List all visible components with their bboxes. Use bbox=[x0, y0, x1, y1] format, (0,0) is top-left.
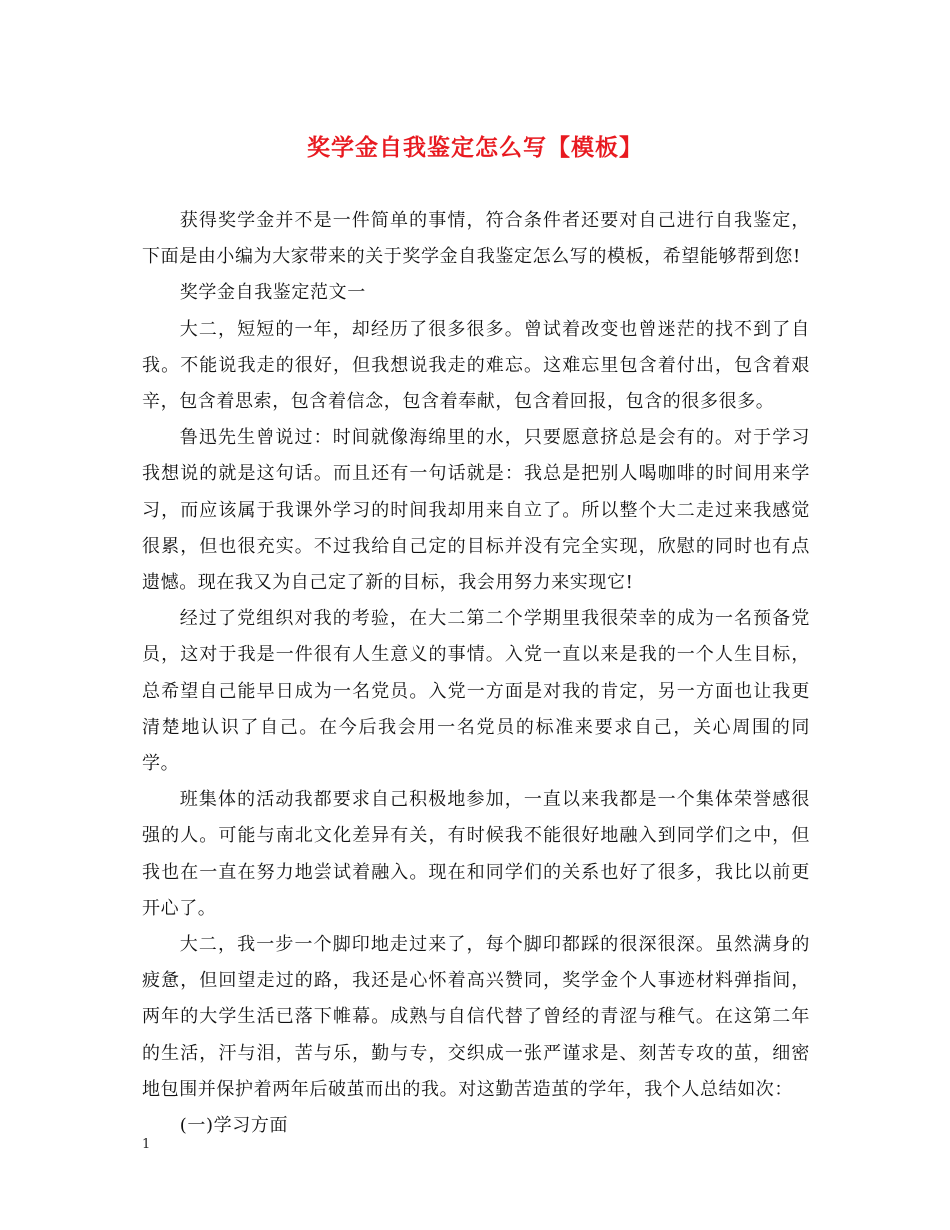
paragraph-heading-sample-one: 奖学金自我鉴定范文一 bbox=[179, 282, 366, 304]
paragraph-summary: 大二，我一步一个脚印地走过来了，每个脚印都踩的很深很深。虽然满身的疲惫，但回望走过的路，我还是心怀着高兴赞同，奖学金个人事迹材料弹指间，两年的大学生活已落下帷幕。成熟与自信代替了曾经的青涩与稚气。在这第二年的生活，汗与泪，苦与乐，勤与专，交织成一张严谨求是、刻苦专攻的茧，细密地包围并保护着两年后破茧而出的我。对这勤苦造茧的学年，我个人总结如次： bbox=[142, 934, 810, 1100]
paragraph-class-activities: 班集体的活动我都要求自己积极地参加，一直以来我都是一个集体荣誉感很强的人。可能与南北文化差异有关，有时候我不能很好地融入到同学们之中，但我也在一直在努力地尝试着融入。现在和同学们的关系也好了很多，我比以前更开心了。 bbox=[142, 789, 810, 919]
paragraph-sophomore-year: 大二，短短的一年，却经历了很多很多。曾试着改变也曾迷茫的找不到了自我。不能说我走的很好，但我想说我走的难忘。这难忘里包含着付出，包含着艰辛，包含着思索，包含着信念，包含着奉献，包含着回报，包含的很多很多。 bbox=[142, 318, 810, 413]
paragraph-study-section-heading: (一)学习方面 bbox=[179, 1115, 289, 1137]
paragraph-lu-xun-quote: 鲁迅先生曾说过：时间就像海绵里的水，只要愿意挤总是会有的。对于学习我想说的就是这句话。而且还有一句话就是：我总是把别人喝咖啡的时间用来学习，而应该属于我课外学习的时间我却用来自立了。所以整个大二走过来我感觉很累，但也很充实。不过我给自己定的目标并没有完全实现，欣慰的同时也有点遗憾。现在我又为自己定了新的目标，我会用努力来实现它! bbox=[142, 427, 810, 594]
page-number: 1 bbox=[142, 1137, 151, 1152]
document-title: 奖学金自我鉴定怎么写【模板】 bbox=[307, 134, 643, 161]
document-body bbox=[142, 203, 810, 1144]
paragraph-intro: 获得奖学金并不是一件简单的事情，符合条件者还要对自己进行自我鉴定，下面是由小编为大家带来的关于奖学金自我鉴定怎么写的模板，希望能够帮到您! bbox=[142, 210, 810, 268]
paragraph-party-membership: 经过了党组织对我的考验，在大二第二个学期里我很荣幸的成为一名预备党员，这对于我是一件很有人生意义的事情。入党一直以来是我的一个人生目标，总希望自己能早日成为一名党员。入党一方面是对我的肯定，另一方面也让我更清楚地认识了自己。在今后我会用一名党员的标准来要求自己，关心周围的同学。 bbox=[142, 608, 810, 775]
